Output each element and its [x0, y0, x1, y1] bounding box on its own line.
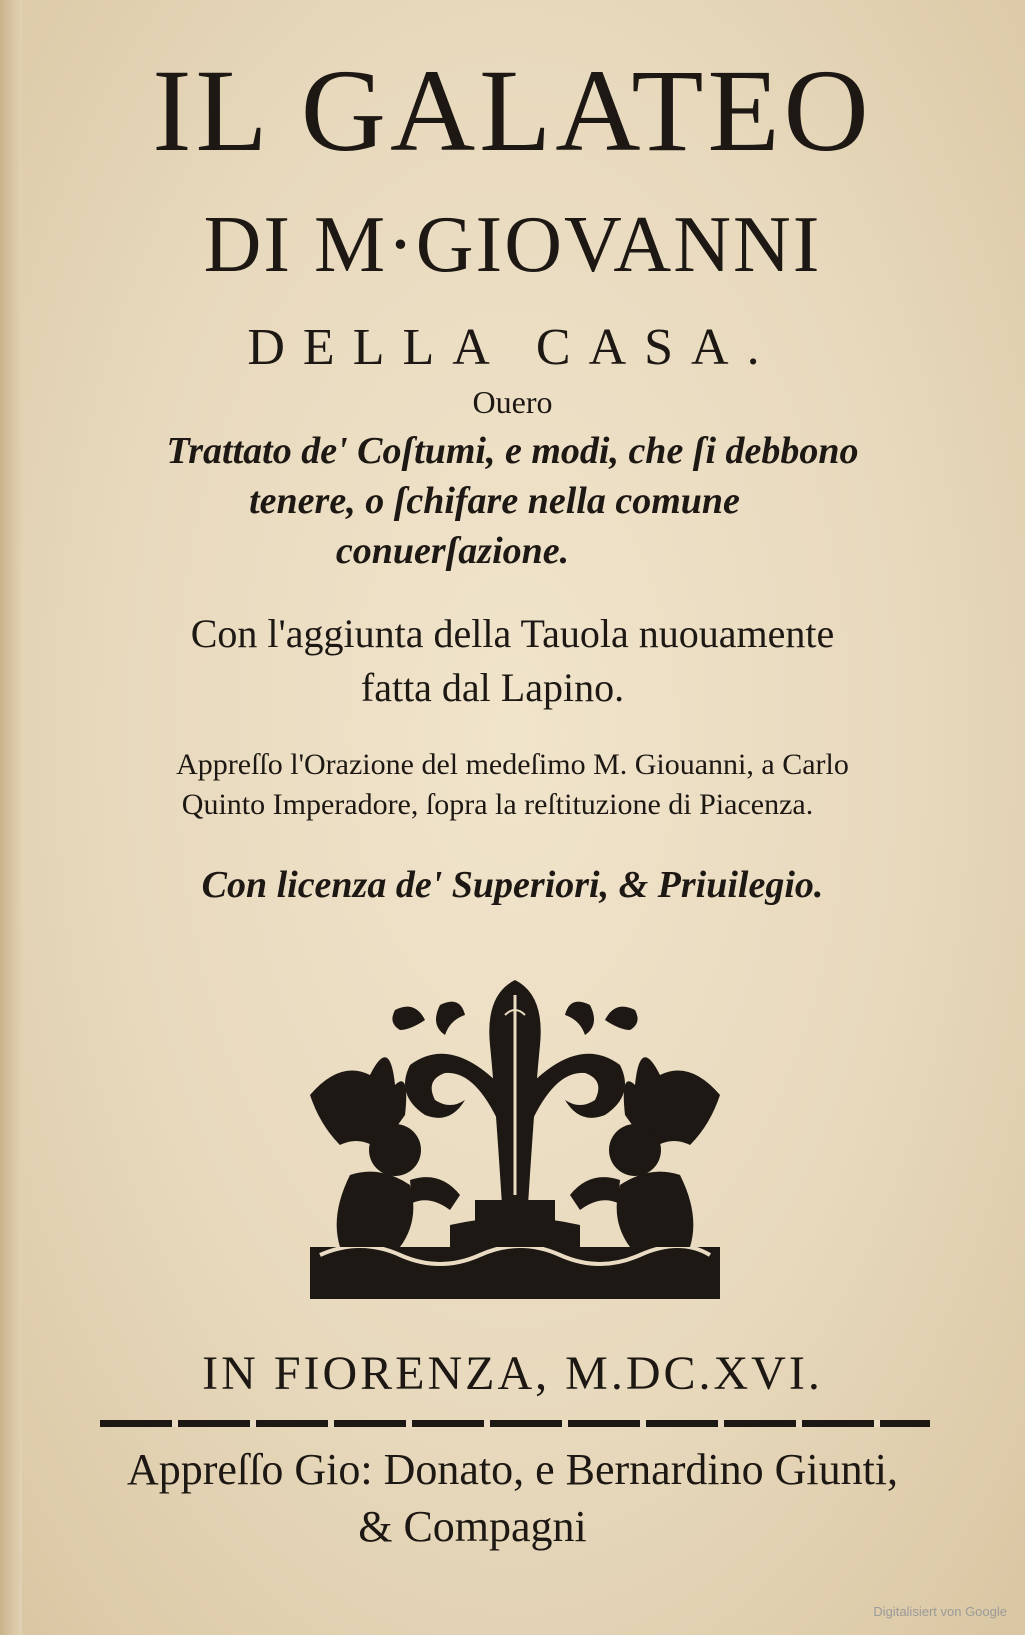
addition-line-2: fatta dal Lapino.: [360, 665, 625, 710]
subtitle-ouero: Ouero: [472, 384, 553, 420]
divider-rule: [100, 1420, 930, 1427]
fleur-de-lis-woodcut-icon: [300, 975, 730, 1315]
subtitle-line-1: Trattato de' Coſtumi, e modi, che ſi debbono: [166, 430, 859, 472]
appresso-line-2: Quinto Imperadore, ſopra la reſtituzione di Piacenza.: [181, 788, 814, 821]
publisher-line-2: & Compagni: [358, 1502, 587, 1551]
publisher-line-1: Appreſſo Gio: Donato, e Bernardino Giunti,: [126, 1445, 899, 1494]
digitization-watermark: Digitalisiert von Google: [873, 1604, 1007, 1619]
title-line-2: DI M·GIOVANNI: [203, 201, 822, 289]
appresso-line-1: Appreſſo l'Orazione del medeſimo M. Giouanni, a Carlo: [176, 748, 849, 781]
title-line-3: DELLA CASA.: [247, 319, 778, 376]
title-line-1: IL GALATEO: [152, 45, 873, 176]
license-line: Con licenza de' Superiori, & Priuilegio.: [201, 864, 824, 906]
subtitle-line-3: conuerſazione.: [335, 530, 570, 572]
addition-line-1: Con l'aggiunta della Tauola nuouamente: [190, 611, 835, 656]
imprint-place-date: IN FIORENZA, M.DC.XVI.: [202, 1347, 823, 1400]
subtitle-line-2: tenere, o ſchifare nella comune: [249, 480, 740, 522]
